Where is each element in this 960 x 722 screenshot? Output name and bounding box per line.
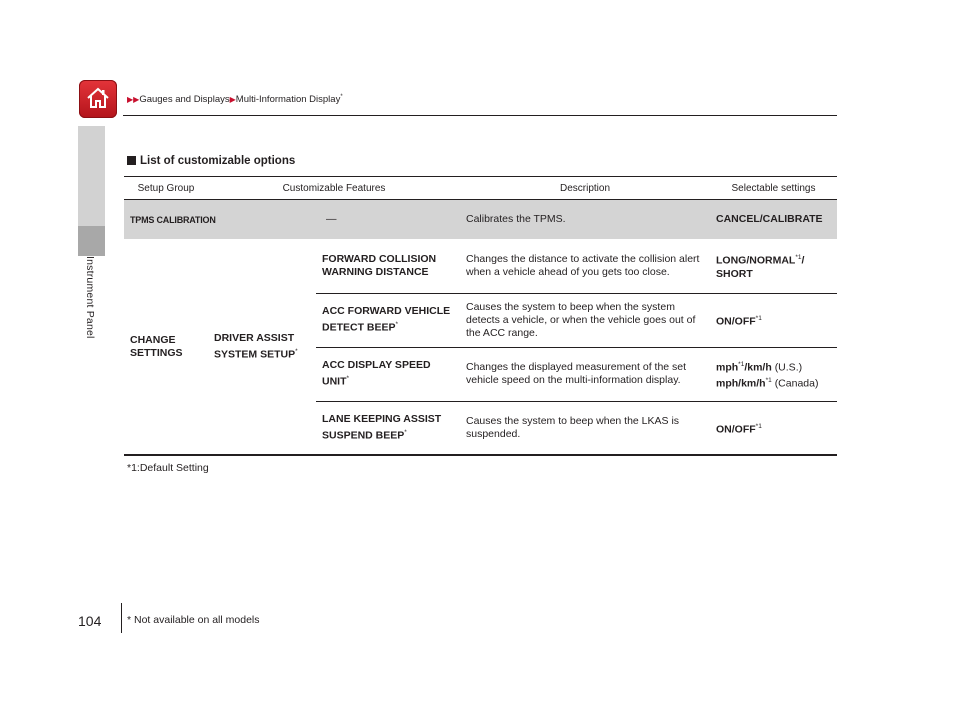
page-number: 104 (78, 613, 102, 629)
tpms-feature: — (316, 200, 460, 240)
home-icon (86, 86, 110, 110)
section-title (127, 155, 295, 167)
breadcrumb-arrow-icon: ▶▶ (127, 95, 140, 105)
bullet-square-icon (127, 156, 136, 165)
tpms-settings: CANCEL/CALIBRATE (710, 200, 837, 240)
breadcrumb-link-gauges[interactable]: Gauges and Displays (139, 94, 230, 106)
home-button[interactable] (79, 80, 117, 118)
feature-acc-speed-unit: ACC DISPLAY SPEED UNIT* (316, 347, 460, 401)
feature-lkas-beep: LANE KEEPING ASSIST SUSPEND BEEP* (316, 401, 460, 455)
header-setup-group: Setup Group (124, 177, 208, 200)
table-row-tpms (124, 200, 837, 240)
description-fcw-distance: Changes the distance to activate the collision alert when a vehicle ahead of you gets too close. (460, 239, 710, 293)
asterisk-mark: * (340, 94, 343, 100)
breadcrumb (127, 94, 343, 105)
header-divider (123, 115, 837, 116)
header-features: Customizable Features (208, 177, 460, 200)
feature-acc-beep: ACC FORWARD VEHICLE DETECT BEEP* (316, 293, 460, 347)
breadcrumb-link-mid[interactable]: Multi-Information Display (235, 94, 341, 106)
header-settings: Selectable settings (710, 177, 837, 200)
description-acc-speed-unit: Changes the displayed measurement of the set vehicle speed on the multi-information display. (460, 347, 710, 401)
header-description: Description (460, 177, 710, 200)
footer-divider (121, 603, 122, 633)
settings-fcw-distance: LONG/NORMAL$^{*1}$/ SHORT (710, 239, 837, 293)
settings-acc-speed-unit: mph$^{*1}$/km/h (U.S.) mph/$km/h^{*1}$ (Canada) (710, 347, 837, 401)
default-setting-footnote: *1:Default Setting (127, 462, 209, 474)
description-lkas-beep: Causes the system to beep when the LKAS is suspended. (460, 401, 710, 455)
settings-lkas-beep: ON/OFF$^{*1}$ (710, 401, 837, 455)
availability-note: * Not available on all models (127, 614, 260, 626)
description-acc-beep: Causes the system to beep when the system detects a vehicle, or when the vehicle goes out of the ACC range. (460, 293, 710, 347)
change-settings-group: CHANGE SETTINGS (124, 239, 208, 455)
section-title-text: List of customizable options (140, 155, 296, 167)
sidebar-shade (78, 126, 105, 226)
driver-assist-subgroup: DRIVER ASSIST SYSTEM SETUP* (208, 239, 316, 455)
table-row (124, 239, 837, 293)
section-side-label: Instrument Panel (84, 256, 96, 339)
tpms-description: Calibrates the TPMS. (460, 200, 710, 240)
sidebar-active-marker (78, 226, 105, 256)
customizable-options-table (124, 176, 837, 456)
feature-fcw-distance: FORWARD COLLISION WARNING DISTANCE (316, 239, 460, 293)
tpms-group: TPMS CALIBRATION (124, 200, 316, 240)
settings-acc-beep: ON/OFF$^{*1}$ (710, 293, 837, 347)
breadcrumb-arrow-icon: ▶ (229, 95, 236, 105)
